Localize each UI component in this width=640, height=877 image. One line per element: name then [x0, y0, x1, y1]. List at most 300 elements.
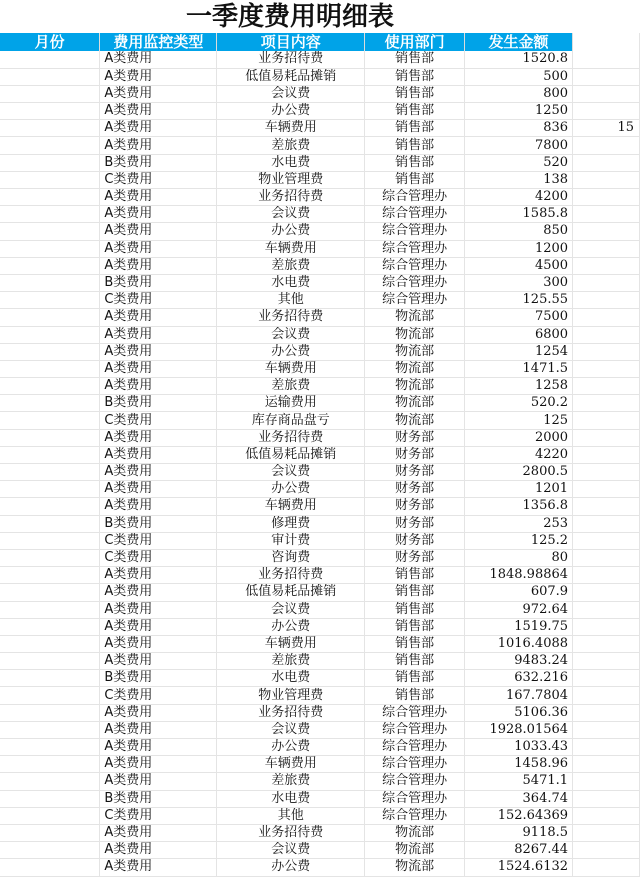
department-cell[interactable]: 销售部 — [365, 670, 465, 687]
extra-cell[interactable] — [573, 635, 640, 652]
month-cell[interactable] — [0, 704, 100, 721]
extra-cell[interactable] — [573, 532, 640, 549]
amount-cell[interactable]: 1519.75 — [465, 618, 573, 635]
department-cell[interactable]: 销售部 — [365, 85, 465, 102]
table-row — [0, 498, 640, 515]
amount-cell[interactable]: 80 — [465, 549, 573, 566]
extra-cell[interactable] — [573, 446, 640, 463]
amount-cell[interactable]: 364.74 — [465, 790, 573, 807]
control-type-cell[interactable]: A类费用 — [100, 567, 217, 584]
amount-cell[interactable]: 607.9 — [465, 584, 573, 601]
department-cell[interactable]: 销售部 — [365, 653, 465, 670]
header-empty-cell[interactable] — [573, 33, 640, 51]
item-cell[interactable]: 车辆费用 — [217, 498, 365, 515]
amount-cell[interactable]: 7800 — [465, 137, 573, 154]
amount-cell[interactable]: 1585.8 — [465, 206, 573, 223]
month-cell[interactable] — [0, 171, 100, 188]
department-cell[interactable]: 销售部 — [365, 601, 465, 618]
department-cell[interactable]: 物流部 — [365, 395, 465, 412]
department-cell[interactable]: 销售部 — [365, 635, 465, 652]
control-type-cell[interactable]: A类费用 — [100, 773, 217, 790]
extra-cell[interactable] — [573, 171, 640, 188]
item-cell[interactable]: 审计费 — [217, 532, 365, 549]
month-cell[interactable] — [0, 824, 100, 841]
amount-cell[interactable]: 1520.8 — [465, 51, 573, 68]
amount-cell[interactable]: 1471.5 — [465, 360, 573, 377]
amount-cell[interactable]: 125.55 — [465, 292, 573, 309]
extra-cell[interactable] — [573, 189, 640, 206]
extra-cell[interactable] — [573, 240, 640, 257]
department-cell[interactable]: 销售部 — [365, 68, 465, 85]
month-cell[interactable] — [0, 807, 100, 824]
item-cell[interactable]: 会议费 — [217, 842, 365, 859]
department-cell[interactable]: 销售部 — [365, 618, 465, 635]
item-cell[interactable]: 物业管理费 — [217, 687, 365, 704]
extra-cell[interactable] — [573, 343, 640, 360]
control-type-cell[interactable]: C类费用 — [100, 532, 217, 549]
amount-cell[interactable]: 1016.4088 — [465, 635, 573, 652]
department-cell[interactable]: 综合管理办 — [365, 773, 465, 790]
amount-cell[interactable]: 7500 — [465, 309, 573, 326]
extra-cell[interactable] — [573, 687, 640, 704]
header-department[interactable]: 使用部门 — [365, 33, 465, 51]
month-cell[interactable] — [0, 481, 100, 498]
item-cell[interactable]: 水电费 — [217, 790, 365, 807]
department-cell[interactable]: 销售部 — [365, 154, 465, 171]
extra-cell[interactable] — [573, 842, 640, 859]
amount-cell[interactable]: 836 — [465, 120, 573, 137]
item-cell[interactable]: 业务招待费 — [217, 824, 365, 841]
amount-cell[interactable]: 1258 — [465, 378, 573, 395]
month-cell[interactable] — [0, 739, 100, 756]
department-cell[interactable]: 销售部 — [365, 687, 465, 704]
month-cell[interactable] — [0, 601, 100, 618]
control-type-cell[interactable]: B类费用 — [100, 395, 217, 412]
extra-cell[interactable] — [573, 824, 640, 841]
month-cell[interactable] — [0, 721, 100, 738]
department-cell[interactable]: 综合管理办 — [365, 790, 465, 807]
department-cell[interactable]: 综合管理办 — [365, 257, 465, 274]
department-cell[interactable]: 物流部 — [365, 309, 465, 326]
department-cell[interactable]: 销售部 — [365, 51, 465, 68]
control-type-cell[interactable]: A类费用 — [100, 842, 217, 859]
control-type-cell[interactable]: A类费用 — [100, 120, 217, 137]
department-cell[interactable]: 物流部 — [365, 824, 465, 841]
month-cell[interactable] — [0, 120, 100, 137]
control-type-cell[interactable]: A类费用 — [100, 240, 217, 257]
control-type-cell[interactable]: A类费用 — [100, 859, 217, 876]
department-cell[interactable]: 综合管理办 — [365, 240, 465, 257]
department-cell[interactable]: 综合管理办 — [365, 739, 465, 756]
month-cell[interactable] — [0, 395, 100, 412]
month-cell[interactable] — [0, 670, 100, 687]
amount-cell[interactable]: 1524.6132 — [465, 859, 573, 876]
item-cell[interactable]: 车辆费用 — [217, 120, 365, 137]
item-cell[interactable]: 车辆费用 — [217, 360, 365, 377]
control-type-cell[interactable]: A类费用 — [100, 326, 217, 343]
amount-cell[interactable]: 253 — [465, 515, 573, 532]
control-type-cell[interactable]: A类费用 — [100, 704, 217, 721]
header-amount[interactable]: 发生金额 — [465, 33, 573, 51]
extra-cell[interactable] — [573, 137, 640, 154]
table-row — [0, 807, 640, 824]
item-cell[interactable]: 办公费 — [217, 343, 365, 360]
department-cell[interactable]: 财务部 — [365, 429, 465, 446]
month-cell[interactable] — [0, 618, 100, 635]
month-cell[interactable] — [0, 549, 100, 566]
month-cell[interactable] — [0, 292, 100, 309]
table-row — [0, 601, 640, 618]
control-type-cell[interactable]: A类费用 — [100, 464, 217, 481]
extra-cell[interactable] — [573, 257, 640, 274]
item-cell[interactable]: 会议费 — [217, 206, 365, 223]
department-cell[interactable]: 物流部 — [365, 842, 465, 859]
item-cell[interactable]: 会议费 — [217, 601, 365, 618]
amount-cell[interactable]: 1928.01564 — [465, 721, 573, 738]
item-cell[interactable]: 低值易耗品摊销 — [217, 68, 365, 85]
control-type-cell[interactable]: C类费用 — [100, 292, 217, 309]
header-control-type[interactable]: 费用监控类型 — [100, 33, 217, 51]
month-cell[interactable] — [0, 51, 100, 68]
extra-cell[interactable]: 15 — [573, 120, 640, 137]
amount-cell[interactable]: 2800.5 — [465, 464, 573, 481]
amount-cell[interactable]: 8267.44 — [465, 842, 573, 859]
month-cell[interactable] — [0, 154, 100, 171]
department-cell[interactable]: 综合管理办 — [365, 189, 465, 206]
item-cell[interactable]: 会议费 — [217, 326, 365, 343]
control-type-cell[interactable]: B类费用 — [100, 154, 217, 171]
month-cell[interactable] — [0, 842, 100, 859]
item-cell[interactable]: 水电费 — [217, 154, 365, 171]
item-cell[interactable]: 差旅费 — [217, 137, 365, 154]
month-cell[interactable] — [0, 498, 100, 515]
department-cell[interactable]: 物流部 — [365, 343, 465, 360]
amount-cell[interactable]: 1033.43 — [465, 739, 573, 756]
month-cell[interactable] — [0, 240, 100, 257]
extra-cell[interactable] — [573, 618, 640, 635]
control-type-cell[interactable]: A类费用 — [100, 223, 217, 240]
amount-cell[interactable]: 1458.96 — [465, 756, 573, 773]
extra-cell[interactable] — [573, 670, 640, 687]
department-cell[interactable]: 综合管理办 — [365, 274, 465, 291]
month-cell[interactable] — [0, 206, 100, 223]
month-cell[interactable] — [0, 378, 100, 395]
amount-cell[interactable]: 1848.98864 — [465, 567, 573, 584]
item-cell[interactable]: 车辆费用 — [217, 756, 365, 773]
item-cell[interactable]: 修理费 — [217, 515, 365, 532]
item-cell[interactable]: 业务招待费 — [217, 567, 365, 584]
extra-cell[interactable] — [573, 498, 640, 515]
amount-cell[interactable]: 1201 — [465, 481, 573, 498]
amount-cell[interactable]: 300 — [465, 274, 573, 291]
extra-cell[interactable] — [573, 739, 640, 756]
amount-cell[interactable]: 4500 — [465, 257, 573, 274]
control-type-cell[interactable]: A类费用 — [100, 257, 217, 274]
item-cell[interactable]: 业务招待费 — [217, 429, 365, 446]
amount-cell[interactable]: 1250 — [465, 103, 573, 120]
control-type-cell[interactable]: A类费用 — [100, 481, 217, 498]
amount-cell[interactable]: 125.2 — [465, 532, 573, 549]
extra-cell[interactable] — [573, 567, 640, 584]
department-cell[interactable]: 综合管理办 — [365, 807, 465, 824]
amount-cell[interactable]: 1254 — [465, 343, 573, 360]
extra-cell[interactable] — [573, 51, 640, 68]
department-cell[interactable]: 销售部 — [365, 103, 465, 120]
control-type-cell[interactable]: A类费用 — [100, 584, 217, 601]
item-cell[interactable]: 低值易耗品摊销 — [217, 584, 365, 601]
item-cell[interactable]: 会议费 — [217, 464, 365, 481]
item-cell[interactable]: 差旅费 — [217, 378, 365, 395]
extra-cell[interactable] — [573, 721, 640, 738]
amount-cell[interactable]: 4220 — [465, 446, 573, 463]
item-cell[interactable]: 水电费 — [217, 670, 365, 687]
item-cell[interactable]: 咨询费 — [217, 549, 365, 566]
item-cell[interactable]: 办公费 — [217, 618, 365, 635]
extra-cell[interactable] — [573, 481, 640, 498]
extra-cell[interactable] — [573, 756, 640, 773]
month-cell[interactable] — [0, 429, 100, 446]
month-cell[interactable] — [0, 257, 100, 274]
extra-cell[interactable] — [573, 429, 640, 446]
item-cell[interactable]: 水电费 — [217, 274, 365, 291]
department-cell[interactable]: 财务部 — [365, 532, 465, 549]
department-cell[interactable]: 财务部 — [365, 515, 465, 532]
department-cell[interactable]: 销售部 — [365, 584, 465, 601]
table-row — [0, 567, 640, 584]
extra-cell[interactable] — [573, 704, 640, 721]
extra-cell[interactable] — [573, 773, 640, 790]
amount-cell[interactable]: 5471.1 — [465, 773, 573, 790]
month-cell[interactable] — [0, 859, 100, 876]
control-type-cell[interactable]: A类费用 — [100, 739, 217, 756]
department-cell[interactable]: 物流部 — [365, 859, 465, 876]
amount-cell[interactable]: 632.216 — [465, 670, 573, 687]
amount-cell[interactable]: 800 — [465, 85, 573, 102]
month-cell[interactable] — [0, 687, 100, 704]
control-type-cell[interactable]: A类费用 — [100, 189, 217, 206]
amount-cell[interactable]: 167.7804 — [465, 687, 573, 704]
item-cell[interactable]: 其他 — [217, 807, 365, 824]
department-cell[interactable]: 物流部 — [365, 412, 465, 429]
month-cell[interactable] — [0, 68, 100, 85]
month-cell[interactable] — [0, 360, 100, 377]
item-cell[interactable]: 车辆费用 — [217, 240, 365, 257]
extra-cell[interactable] — [573, 68, 640, 85]
extra-cell[interactable] — [573, 515, 640, 532]
month-cell[interactable] — [0, 773, 100, 790]
item-cell[interactable]: 业务招待费 — [217, 704, 365, 721]
control-type-cell[interactable]: A类费用 — [100, 85, 217, 102]
control-type-cell[interactable]: A类费用 — [100, 653, 217, 670]
department-cell[interactable]: 销售部 — [365, 567, 465, 584]
department-cell[interactable]: 物流部 — [365, 378, 465, 395]
department-cell[interactable]: 财务部 — [365, 549, 465, 566]
extra-cell[interactable] — [573, 464, 640, 481]
item-cell[interactable]: 低值易耗品摊销 — [217, 446, 365, 463]
department-cell[interactable]: 财务部 — [365, 481, 465, 498]
control-type-cell[interactable]: A类费用 — [100, 103, 217, 120]
control-type-cell[interactable]: A类费用 — [100, 756, 217, 773]
control-type-cell[interactable]: A类费用 — [100, 309, 217, 326]
month-cell[interactable] — [0, 309, 100, 326]
department-cell[interactable]: 综合管理办 — [365, 756, 465, 773]
control-type-cell[interactable]: B类费用 — [100, 790, 217, 807]
month-cell[interactable] — [0, 515, 100, 532]
amount-cell[interactable]: 1356.8 — [465, 498, 573, 515]
department-cell[interactable]: 销售部 — [365, 120, 465, 137]
month-cell[interactable] — [0, 412, 100, 429]
control-type-cell[interactable]: C类费用 — [100, 687, 217, 704]
item-cell[interactable]: 办公费 — [217, 103, 365, 120]
control-type-cell[interactable]: A类费用 — [100, 378, 217, 395]
extra-cell[interactable] — [573, 790, 640, 807]
month-cell[interactable] — [0, 343, 100, 360]
item-cell[interactable]: 办公费 — [217, 739, 365, 756]
month-cell[interactable] — [0, 567, 100, 584]
month-cell[interactable] — [0, 635, 100, 652]
amount-cell[interactable]: 2000 — [465, 429, 573, 446]
item-cell[interactable]: 差旅费 — [217, 257, 365, 274]
item-cell[interactable]: 办公费 — [217, 859, 365, 876]
item-cell[interactable]: 业务招待费 — [217, 189, 365, 206]
amount-cell[interactable]: 152.64369 — [465, 807, 573, 824]
month-cell[interactable] — [0, 584, 100, 601]
month-cell[interactable] — [0, 137, 100, 154]
control-type-cell[interactable]: B类费用 — [100, 515, 217, 532]
item-cell[interactable]: 运输费用 — [217, 395, 365, 412]
month-cell[interactable] — [0, 464, 100, 481]
control-type-cell[interactable]: A类费用 — [100, 68, 217, 85]
month-cell[interactable] — [0, 532, 100, 549]
item-cell[interactable]: 会议费 — [217, 85, 365, 102]
control-type-cell[interactable]: A类费用 — [100, 360, 217, 377]
extra-cell[interactable] — [573, 584, 640, 601]
department-cell[interactable]: 综合管理办 — [365, 223, 465, 240]
amount-cell[interactable]: 9483.24 — [465, 653, 573, 670]
header-row — [0, 33, 640, 51]
control-type-cell[interactable]: A类费用 — [100, 343, 217, 360]
item-cell[interactable]: 物业管理费 — [217, 171, 365, 188]
control-type-cell[interactable]: C类费用 — [100, 412, 217, 429]
table-row — [0, 670, 640, 687]
item-cell[interactable]: 会议费 — [217, 721, 365, 738]
amount-cell[interactable]: 4200 — [465, 189, 573, 206]
extra-cell[interactable] — [573, 206, 640, 223]
amount-cell[interactable]: 1200 — [465, 240, 573, 257]
month-cell[interactable] — [0, 274, 100, 291]
control-type-cell[interactable]: B类费用 — [100, 670, 217, 687]
control-type-cell[interactable]: A类费用 — [100, 498, 217, 515]
extra-cell[interactable] — [573, 223, 640, 240]
header-item[interactable]: 项目内容 — [217, 33, 365, 51]
item-cell[interactable]: 办公费 — [217, 223, 365, 240]
department-cell[interactable]: 综合管理办 — [365, 704, 465, 721]
month-cell[interactable] — [0, 326, 100, 343]
header-month[interactable]: 月份 — [0, 33, 100, 51]
extra-cell[interactable] — [573, 103, 640, 120]
control-type-cell[interactable]: A类费用 — [100, 206, 217, 223]
control-type-cell[interactable]: A类费用 — [100, 824, 217, 841]
extra-cell[interactable] — [573, 309, 640, 326]
extra-cell[interactable] — [573, 292, 640, 309]
department-cell[interactable]: 销售部 — [365, 137, 465, 154]
control-type-cell[interactable]: C类费用 — [100, 171, 217, 188]
extra-cell[interactable] — [573, 549, 640, 566]
department-cell[interactable]: 财务部 — [365, 446, 465, 463]
item-cell[interactable]: 差旅费 — [217, 773, 365, 790]
amount-cell[interactable]: 850 — [465, 223, 573, 240]
department-cell[interactable]: 财务部 — [365, 464, 465, 481]
control-type-cell[interactable]: A类费用 — [100, 429, 217, 446]
extra-cell[interactable] — [573, 859, 640, 876]
extra-cell[interactable] — [573, 85, 640, 102]
amount-cell[interactable]: 9118.5 — [465, 824, 573, 841]
item-cell[interactable]: 业务招待费 — [217, 309, 365, 326]
department-cell[interactable]: 综合管理办 — [365, 206, 465, 223]
department-cell[interactable]: 综合管理办 — [365, 721, 465, 738]
item-cell[interactable]: 差旅费 — [217, 653, 365, 670]
extra-cell[interactable] — [573, 326, 640, 343]
control-type-cell[interactable]: A类费用 — [100, 721, 217, 738]
department-cell[interactable]: 销售部 — [365, 171, 465, 188]
month-cell[interactable] — [0, 85, 100, 102]
amount-cell[interactable]: 6800 — [465, 326, 573, 343]
department-cell[interactable]: 物流部 — [365, 326, 465, 343]
item-cell[interactable]: 办公费 — [217, 481, 365, 498]
control-type-cell[interactable]: A类费用 — [100, 601, 217, 618]
extra-cell[interactable] — [573, 601, 640, 618]
extra-cell[interactable] — [573, 807, 640, 824]
control-type-cell[interactable]: C类费用 — [100, 807, 217, 824]
extra-cell[interactable] — [573, 395, 640, 412]
control-type-cell[interactable]: A类费用 — [100, 635, 217, 652]
department-cell[interactable]: 物流部 — [365, 360, 465, 377]
month-cell[interactable] — [0, 790, 100, 807]
extra-cell[interactable] — [573, 378, 640, 395]
department-cell[interactable]: 财务部 — [365, 498, 465, 515]
control-type-cell[interactable]: A类费用 — [100, 51, 217, 68]
month-cell[interactable] — [0, 653, 100, 670]
extra-cell[interactable] — [573, 360, 640, 377]
amount-cell[interactable]: 5106.36 — [465, 704, 573, 721]
department-cell[interactable]: 综合管理办 — [365, 292, 465, 309]
control-type-cell[interactable]: A类费用 — [100, 618, 217, 635]
month-cell[interactable] — [0, 446, 100, 463]
month-cell[interactable] — [0, 756, 100, 773]
control-type-cell[interactable]: A类费用 — [100, 137, 217, 154]
month-cell[interactable] — [0, 103, 100, 120]
amount-cell[interactable]: 138 — [465, 171, 573, 188]
amount-cell[interactable]: 520 — [465, 154, 573, 171]
item-cell[interactable]: 库存商品盘亏 — [217, 412, 365, 429]
extra-cell[interactable] — [573, 412, 640, 429]
month-cell[interactable] — [0, 189, 100, 206]
extra-cell[interactable] — [573, 653, 640, 670]
amount-cell[interactable]: 520.2 — [465, 395, 573, 412]
extra-cell[interactable] — [573, 154, 640, 171]
item-cell[interactable]: 业务招待费 — [217, 51, 365, 68]
amount-cell[interactable]: 500 — [465, 68, 573, 85]
amount-cell[interactable]: 972.64 — [465, 601, 573, 618]
item-cell[interactable]: 其他 — [217, 292, 365, 309]
control-type-cell[interactable]: A类费用 — [100, 446, 217, 463]
amount-cell[interactable]: 125 — [465, 412, 573, 429]
control-type-cell[interactable]: B类费用 — [100, 274, 217, 291]
control-type-cell[interactable]: C类费用 — [100, 549, 217, 566]
month-cell[interactable] — [0, 223, 100, 240]
extra-cell[interactable] — [573, 274, 640, 291]
item-cell[interactable]: 车辆费用 — [217, 635, 365, 652]
